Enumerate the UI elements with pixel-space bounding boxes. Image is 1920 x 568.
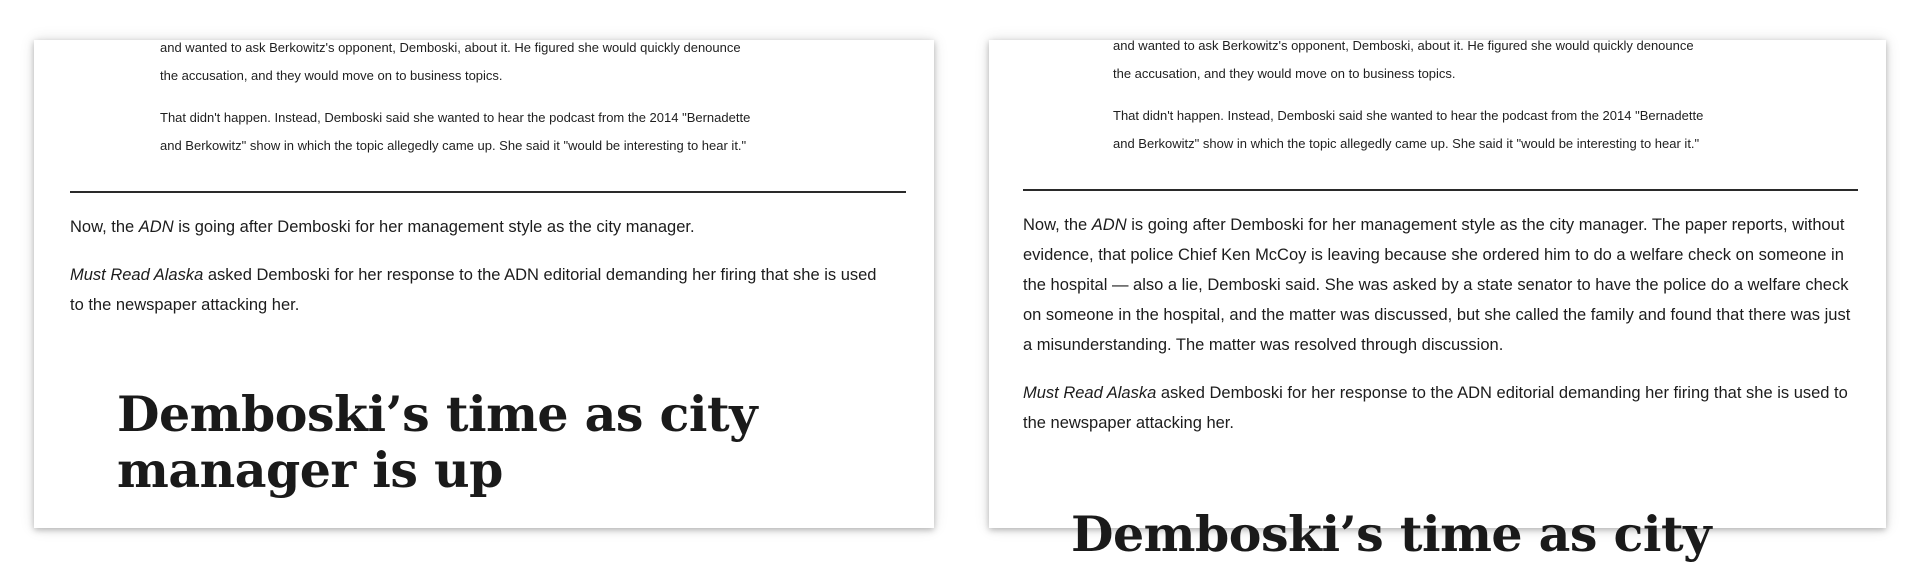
quote-line: and Berkowitz" show in which the topic allegedly came up. She said it "would be interesting to hear it.": [1113, 136, 1700, 151]
body-text: Now, the: [1023, 216, 1092, 234]
section-divider: [70, 191, 906, 193]
quote-line: and wanted to ask Berkowitz's opponent, Demboski, about it. He figured she would quickly denounce: [1113, 38, 1694, 53]
article-body: [1023, 210, 1861, 456]
publication-name: Must Read Alaska: [70, 266, 204, 284]
body-paragraph: [1023, 210, 1861, 360]
body-text: is going after Demboski for her management style as the city manager.: [173, 218, 695, 236]
body-text: is going after Demboski for her management style as the city manager. The paper reports, without evidence, that police Chief Ken McCoy is leaving because she ordered him to do a welfare check on someone in the hospital — also a lie, Demboski said. She was asked by a state senator to have the police do a welfare check on someone in the hospital, and the matter was discussed, but she called the family and found that there was just a misunderstanding. The matter was resolved through discussion.: [1023, 216, 1851, 354]
block-quote: [1113, 32, 1833, 158]
quote-line: the accusation, and they would move on to business topics.: [1113, 66, 1456, 81]
body-paragraph: [1023, 378, 1861, 438]
publication-name: Must Read Alaska: [1023, 384, 1157, 402]
body-text: asked Demboski for her response to the ADN editorial demanding her firing that she is used to the newspaper attacking her.: [70, 266, 877, 314]
publication-name: ADN: [1091, 216, 1127, 234]
block-quote: [160, 34, 880, 160]
section-heading-cropped: Demboski’s time as city: [1071, 505, 1712, 563]
section-heading: Demboski’s time as city manager is up: [117, 385, 758, 499]
quote-line: That didn't happen. Instead, Demboski said she wanted to hear the podcast from the 2014 "Bernadette: [1113, 108, 1704, 123]
quote-line: That didn't happen. Instead, Demboski said she wanted to hear the podcast from the 2014 "Bernadette: [160, 110, 751, 125]
article-panel-left: [34, 40, 934, 528]
body-text: Now, the: [70, 218, 139, 236]
quote-line: and Berkowitz" show in which the topic allegedly came up. She said it "would be interesting to hear it.": [160, 138, 747, 153]
body-text: asked Demboski for her response to the ADN editorial demanding her firing that she is used to the newspaper attacking her.: [1023, 384, 1848, 432]
article-panel-right: [989, 38, 1886, 563]
article-body: [70, 212, 890, 338]
quote-line: and wanted to ask Berkowitz's opponent, Demboski, about it. He figured she would quickly denounce: [160, 40, 741, 55]
section-divider: [1023, 189, 1858, 191]
publication-name: ADN: [138, 218, 174, 236]
body-paragraph: [70, 212, 890, 242]
quote-line: the accusation, and they would move on to business topics.: [160, 68, 503, 83]
body-paragraph: [70, 260, 890, 320]
